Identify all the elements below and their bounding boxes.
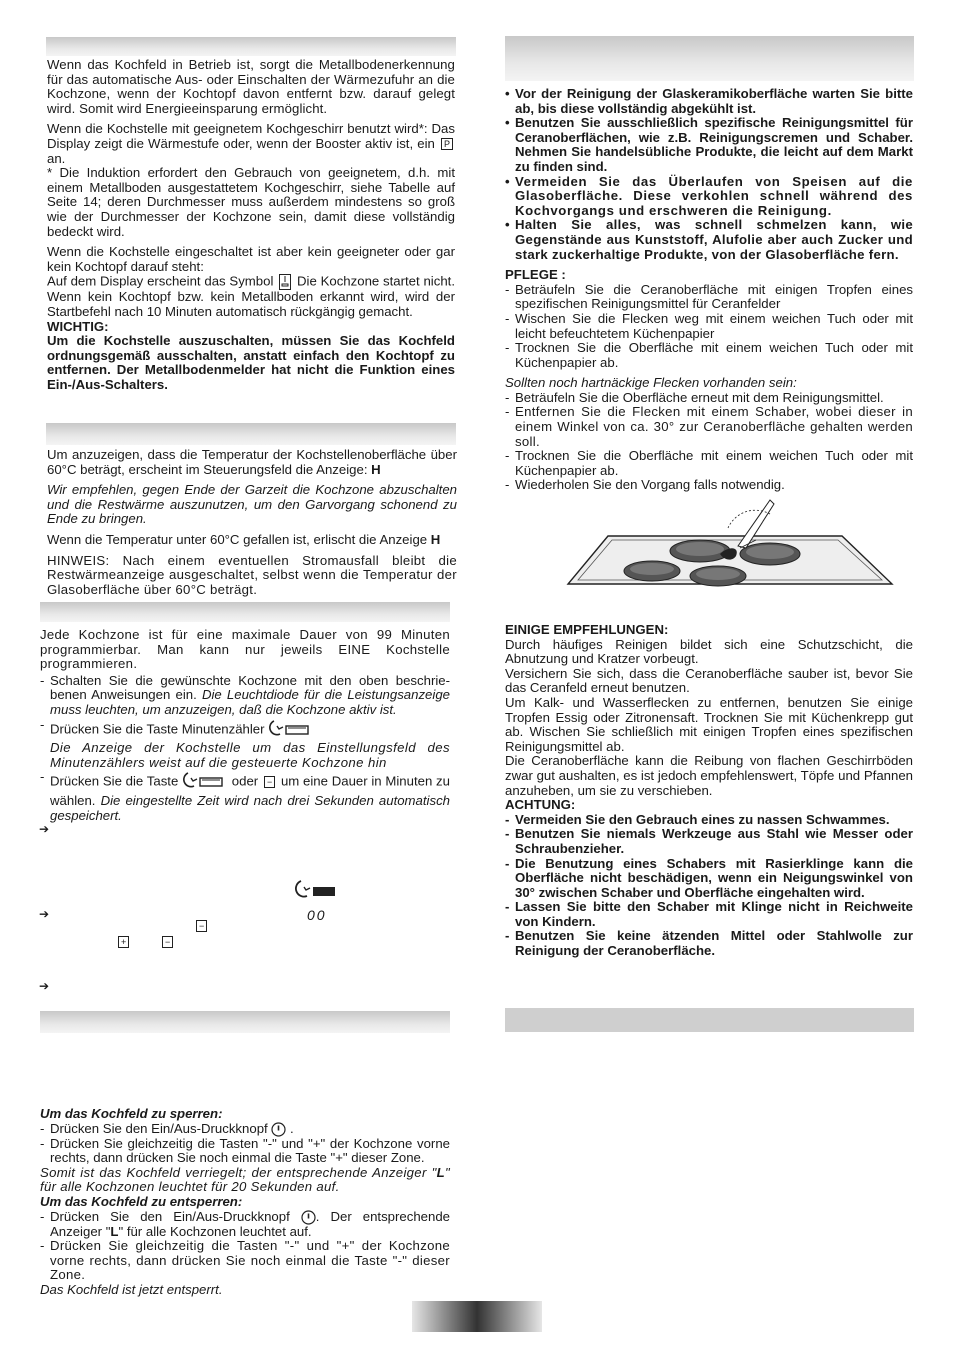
attention-title: ACHTUNG: bbox=[505, 797, 576, 813]
stubborn-list bbox=[505, 391, 913, 493]
header-bar-cleaning bbox=[505, 36, 914, 81]
care-item: - Beträufeln Sie die Ceranoberfläche mit einigen Tropfen eines spezifischen Reinigungsmittel für Ceranfelder bbox=[505, 283, 913, 312]
minus-key-icon-3: − bbox=[162, 936, 173, 948]
unlock-step-2: - Drücken Sie gleichzeitig die Tasten "-" und "+" der Kochzone vorne rechts, dann drücken Sie noch einmal die Taste "-" dieser Zone. bbox=[40, 1239, 450, 1283]
timer-icon-3 bbox=[294, 878, 340, 905]
residual-heat-h-icon: H bbox=[371, 461, 381, 477]
plus-key-icon: + bbox=[118, 936, 129, 948]
rec-p: Durch häufiges Reinigen bildet sich eine Schutzschicht, die Abnutzung und Kratzer vorbeugt. bbox=[505, 636, 913, 667]
booster-p-icon: P bbox=[441, 138, 453, 150]
rest-p2: Wir empfehlen, gegen Ende der Garzeit die Kochzone abzuschalten und die Restwärme auszunutzen, um den Garvorgang schonend zu Ende zu bringen. bbox=[47, 482, 457, 527]
attention-item: - Benutzen Sie keine ätzenden Mittel oder Stahlwolle zur Reinigung der Ceranoberfläche. bbox=[505, 929, 913, 958]
timer-steps bbox=[40, 674, 450, 823]
timer-intro: Jede Kochzone ist für eine maximale Dauer von 99 Minuten programmierbar. Man kann nur jeweils EINE Kochstelle programmieren. bbox=[40, 627, 450, 672]
attention-item: - Lassen Sie bitte den Schaber mit Klinge nicht in Reichweite von Kindern. bbox=[505, 900, 913, 929]
cleaning-bullet-1: • Vor der Reinigung der Glaskeramikoberfläche warten Sie bitte ab, bis diese vollständig abgekühlt ist. bbox=[505, 87, 913, 116]
care-item: - Wischen Sie die Flecken weg mit einem weichen Tuch oder mit leicht befeuchtetem Küchenpapier bbox=[505, 312, 913, 341]
rec-p: Die Ceranoberfläche kann die Reibung von flachen Geschirrböden zwar gut aushalten, es ist jedoch empfehlenswert, Töpfe und Pfannen anzuheben, um sie zu verschieben. bbox=[505, 753, 913, 798]
attention-list bbox=[505, 813, 913, 959]
section-timer bbox=[40, 628, 450, 823]
arrow-icon-2: ➔ bbox=[39, 907, 50, 921]
rec-title: EINIGE EMPFEHLUNGEN: bbox=[505, 622, 669, 637]
stubborn-item: - Beträufeln Sie die Oberfläche erneut mit dem Reinigungsmittel. bbox=[505, 391, 913, 406]
rest-p3: Wenn die Temperatur unter 60°C gefallen ist, erlischt die Anzeige H bbox=[47, 531, 441, 547]
timer-icon bbox=[268, 718, 314, 742]
minus-key-icon-2: − bbox=[196, 920, 207, 932]
timer-step-2: - Drücken Sie die Taste Minutenzähler Die Anzeige der Kochstelle um das Einstellungsfeld des Minutenzählers weist auf die gesteuerte Kochzone hin bbox=[40, 718, 450, 771]
header-bar-timer bbox=[40, 602, 450, 622]
cleaning-bullet-2: • Benutzen Sie ausschließlich spezifische Reinigungsmittel für Ceranoberflächen, wie z.B. Reinigungscremen und Schaber. Nehmen Sie handelsübliche Produkte, die leicht auf dem Markt zu finden sind. bbox=[505, 116, 913, 174]
unlock-result: Das Kochfeld ist jetzt entsperrt. bbox=[40, 1281, 223, 1297]
care-list bbox=[505, 283, 913, 371]
metal-p2: Wenn die Kochstelle mit geeignetem Kochgeschirr benutzt wird*: Das Display zeigt die Wärmestufe oder, wenn der Booster aktiv ist, ein P an. bbox=[47, 121, 455, 166]
rec-p: Um Kalk- und Wasserflecken zu entfernen, benutzen Sie einige Tropfen Essig oder Zitronensaft. Trocknen Sie mit Küchenkrepp gut ab. Wischen Sie schließlich mit einigen Tropfen eines spezifischen Reinigungsmittel ab. bbox=[505, 694, 913, 754]
section-metal-detection bbox=[47, 58, 455, 398]
unlock-step-1: - Drücken Sie den Ein/Aus-Druckknopf . Der entsprechende Anzeiger "L" für alle Kochzonen leuchtet auf. bbox=[40, 1210, 450, 1240]
no-pan-icon bbox=[279, 274, 291, 290]
rest-p4: HINWEIS: Nach einem eventuellen Stromausfall bleibt die Restwärmeanzeige ausgeschaltet, selbst wenn die Temperatur der Glasoberfläche über 60°C beträgt. bbox=[47, 552, 457, 597]
stubborn-item: - Wiederholen Sie den Vorgang falls notwendig. bbox=[505, 478, 913, 493]
metal-important-title: WICHTIG: bbox=[47, 318, 109, 334]
metal-important-text: Um die Kochstelle auszuschalten, müssen Sie das Kochfeld ordnungsgemäß ausschalten, anstatt einfach den Kochtopf zu entfernen. Der Metallbodenmelder hat nicht die Funktion eines Ein-/Aus-Schalters. bbox=[47, 333, 455, 392]
page-number-tab bbox=[412, 1301, 542, 1332]
arrow-icon-1: ➔ bbox=[39, 822, 50, 836]
lock-step-2: - Drücken Sie gleichzeitig die Tasten "-" und "+" der Kochzone vorne rechts, dann drücken Sie noch einmal die Taste "+" dieser Zone. bbox=[40, 1137, 450, 1166]
timer-step-1: - Schalten Sie die gewünschte Kochzone mit den oben beschrie-benen Anweisungen ein. Die Leuchtdiode für die Leistungsanzeige muss leuchten, um anzuzeigen, daß die Kochzone aktiv ist. bbox=[40, 674, 450, 718]
attention-item: - Die Benutzung eines Schabers mit Rasierklinge kann die Oberfläche nicht beschädigen, wenn ein Neigungswinkel von 30° zwischen Schaber und Oberfläche eingehalten wird. bbox=[505, 857, 913, 901]
header-bar-right-bottom bbox=[505, 1008, 914, 1032]
cleaning-bullets bbox=[505, 87, 913, 262]
stubborn-title: Sollten noch hartnäckige Flecken vorhanden sein: bbox=[505, 375, 797, 391]
header-bar-metal-detection bbox=[46, 37, 456, 56]
rec-p: Versichern Sie sich, dass die Ceranoberfläche sauber ist, bevor Sie das Ceranfeld erneut benutzen. bbox=[505, 665, 913, 696]
residual-heat-h-icon-2: H bbox=[430, 531, 441, 547]
stubborn-item: - Entfernen Sie die Flecken mit einem Schaber, wobei dieser in einem Winkel von ca. 30° zur Ceranoberfläche gehalten werden soll. bbox=[505, 405, 913, 449]
header-bar-residual-heat bbox=[46, 423, 456, 445]
metal-p1: Wenn das Kochfeld in Betrieb ist, sorgt die Metallbodenerkennung für das automatische Aus- oder Einschalten der Wärmezufuhr an die Kochzone, wenn der Kochtopf davon entfernt bzw. darauf gelegt wird. Somit wird Energieeinsparung ermöglicht. bbox=[47, 57, 455, 116]
metal-p3: * Die Induktion erfordert den Gebrauch von geeignetem, d.h. mit einem Metallboden ausgestattetem Kochgeschirr, siehe Tabelle auf Seite 14; deren Durchmesser muss außerdem mindestens so groß wie der Durchmesser der Kochzone sein, damit diese vollständig bedeckt wird. bbox=[47, 165, 455, 239]
lock-step-1: - Drücken Sie den Ein/Aus-Druckknopf . bbox=[40, 1122, 450, 1137]
metal-p5: Auf dem Display erscheint das Symbol Die Kochzone startet nicht. Wenn kein Kochtopf bzw. kein Metallboden erkannt wird, wird der Startbefehl nach 10 Minuten automatisch rückgängig gemacht. bbox=[47, 273, 455, 319]
section-residual-heat bbox=[47, 448, 457, 603]
minus-key-icon: − bbox=[264, 776, 275, 788]
section-recommendations bbox=[505, 623, 913, 959]
timer-display-00: 00 bbox=[307, 907, 327, 923]
arrow-icon-3: ➔ bbox=[39, 979, 50, 993]
section-lock bbox=[40, 1107, 450, 1298]
rest-p1: Um anzuzeigen, dass die Temperatur der Kochstellenoberfläche über 60°C beträgt, erscheint im Steuerungsfeld die Anzeige: H bbox=[47, 447, 457, 477]
cleaning-bullet-4: • Halten Sie alles, was schnell schmelzen kann, wie Gegenstände aus Kunststoff, Alufolie aber auch Zucker und stark zuckerhaltige Produkte, von der Glasoberfläche fern. bbox=[505, 218, 913, 262]
cleaning-bullet-3: • Vermeiden Sie das Überlaufen von Speisen auf die Glasoberfläche. Diese verkohlen schnell während des Kochvorgangs und erschweren die Reinigung. bbox=[505, 175, 913, 219]
timer-icon-2 bbox=[182, 770, 228, 794]
power-icon bbox=[271, 1121, 286, 1136]
timer-step-3: - Drücken Sie die Taste oder − um eine Dauer in Minuten zu wählen. Die eingestellte Zeit wird nach drei Sekunden automatisch gespeichert. bbox=[40, 770, 450, 823]
lock-result: Somit ist das Kochfeld verriegelt; der entsprechende Anzeiger "L" für alle Kochzonen leuchtet für 20 Sekunden auf. bbox=[40, 1164, 450, 1195]
attention-item: - Vermeiden Sie den Gebrauch eines zu nassen Schwammes. bbox=[505, 813, 913, 828]
attention-item: - Benutzen Sie niemals Werkzeuge aus Stahl wie Messer oder Schraubenzieher. bbox=[505, 827, 913, 856]
header-bar-lock bbox=[40, 1011, 450, 1033]
section-cleaning bbox=[505, 87, 913, 493]
care-title: PFLEGE : bbox=[505, 267, 566, 283]
hob-cleaning-illustration bbox=[560, 496, 920, 596]
lock-title: Um das Kochfeld zu sperren: bbox=[40, 1106, 223, 1121]
metal-p4: Wenn die Kochstelle eingeschaltet ist aber kein geeigneter oder gar kein Kochtopf darauf steht: bbox=[47, 244, 455, 274]
stubborn-item: - Trocknen Sie die Oberfläche mit einem weichen Tuch oder mit Küchenpapier ab. bbox=[505, 449, 913, 478]
unlock-title: Um das Kochfeld zu entsperren: bbox=[40, 1193, 243, 1209]
care-item: - Trocknen Sie die Oberfläche mit einem weichen Tuch oder mit Küchenpapier ab. bbox=[505, 341, 913, 370]
power-icon-2 bbox=[301, 1209, 316, 1224]
